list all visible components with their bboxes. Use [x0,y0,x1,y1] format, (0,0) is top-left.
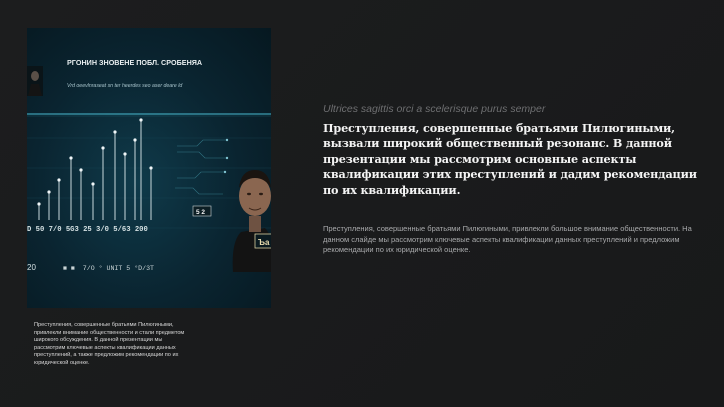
image-badge: 5 2 [196,209,206,216]
image-bottom-left: 20 [27,263,36,272]
image-caption: Преступления, совершенные братьями Пилюгиными, привлекли внимание общественности и стали предметом широкого обсуждения. В данной презентации мы рассмотрим ключевые аспекты квалификации данных преступлений, а также предложим рекомендации по их юридической оценке. [34,322,185,366]
slide-heading: Преступления, совершенные братьями Пилюгиными, вызвали широкий общественный резонанс. В данной презентации мы рассмотрим основные аспекты квалификации этих преступлений и дадим рекомендации по их квалификации. [323,121,697,197]
grid-lines [27,138,271,228]
illustration-graphic [27,28,271,308]
portrait-man [233,170,271,272]
circuit-lines [175,140,227,194]
bar-lines [39,120,151,220]
portrait-face-small [31,71,39,81]
illustration-image [27,28,271,308]
image-bottom-mid: ■ ■ 7/O ° UNIT 5 °D/3T [63,265,155,272]
slide-body: Преступления, совершенные братьями Пилюгиными, привлекли большое внимание общественности. На данном слайде мы рассмотрим ключевые аспекты квалификации данных преступлений и предложим рекомендации по их юридической оценке. [323,224,692,255]
slide-eyebrow: Ultrices sagittis orci a scelerisque purus semper [323,103,546,115]
image-subtitle: Vrd oeevlnraseat sn ter heerdes seo aser deare ld [67,83,183,89]
image-axis-labels: D 50 7/0 5G3 25 3/0 5/63 200 [27,226,148,234]
edge-label: Ъa [258,238,270,247]
image-title: PГOHИH ЗHOBEHE ПOБЛ. CPOБEHЯA [67,58,203,67]
